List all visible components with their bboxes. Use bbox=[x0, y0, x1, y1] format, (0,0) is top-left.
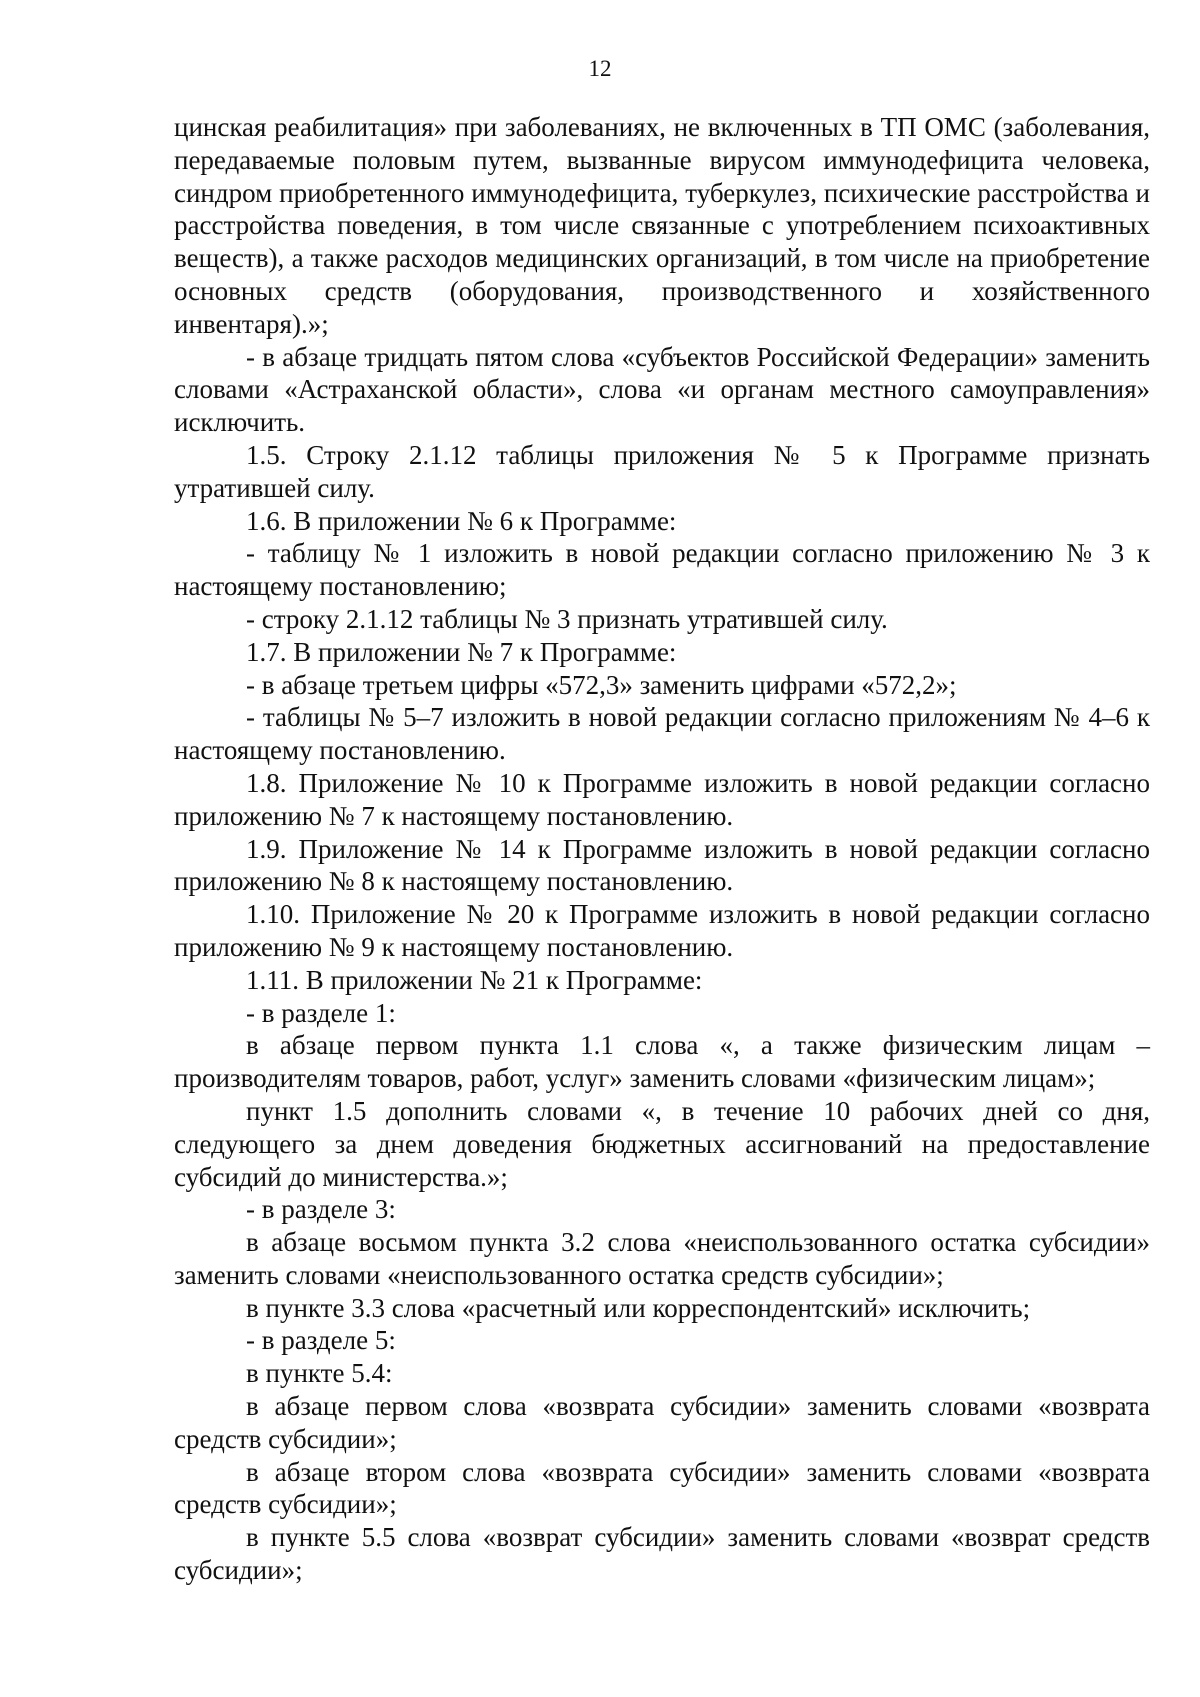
paragraph: - таблицу № 1 изложить в новой редакции согласно приложению № 3 к настоящему постановлению; bbox=[174, 538, 1150, 602]
paragraph: - строку 2.1.12 таблицы № 3 признать утратившей силу. bbox=[246, 603, 888, 634]
document-body bbox=[174, 111, 1150, 1587]
paragraph: в пункте 5.4: bbox=[246, 1358, 393, 1389]
paragraph: 1.9. Приложение № 14 к Программе изложить в новой редакции согласно приложению № 8 к настоящему постановлению. bbox=[174, 833, 1150, 897]
page-number: 12 bbox=[588, 56, 612, 81]
paragraph: в пункте 5.5 слова «возврат субсидии» заменить словами «возврат средств субсидии»; bbox=[174, 1522, 1150, 1586]
paragraph: - таблицы № 5–7 изложить в новой редакции согласно приложениям № 4–6 к настоящему постановлению. bbox=[174, 702, 1150, 766]
paragraph: в абзаце первом пункта 1.1 слова «, а также физическим лицам – производителям товаров, работ, услуг» заменить словами «физическим лицам»; bbox=[174, 1030, 1150, 1094]
paragraph: 1.6. В приложении № 6 к Программе: bbox=[246, 505, 677, 536]
paragraph: в пункте 3.3 слова «расчетный или корреспондентский» исключить; bbox=[246, 1292, 1031, 1323]
paragraph: в абзаце втором слова «возврата субсидии» заменить словами «возврата средств субсидии»; bbox=[174, 1456, 1150, 1520]
paragraph: цинская реабилитация» при заболеваниях, не включенных в ТП ОМС (заболевания, передаваемые половым путем, вызванные вирусом иммунодефицита человека, синдром приобретенного иммунодефицита, туберкулез, психические расстройства и расстройства поведения, в том числе связанные с употреблением психоактивных веществ), а также расходов медицинских организаций, в том числе на приобретение основных средств (оборудования, производственного и хозяйственного инвентаря).»; bbox=[174, 112, 1150, 339]
paragraph: 1.10. Приложение № 20 к Программе изложить в новой редакции согласно приложению № 9 к настоящему постановлению. bbox=[174, 899, 1150, 962]
paragraph: - в разделе 5: bbox=[246, 1325, 396, 1356]
paragraph: - в разделе 3: bbox=[246, 1194, 396, 1225]
paragraph: в абзаце первом слова «возврата субсидии» заменить словами «возврата средств субсидии»; bbox=[174, 1391, 1150, 1454]
paragraph: 1.5. Строку 2.1.12 таблицы приложения № 5 к Программе признать утратившей силу. bbox=[174, 439, 1150, 503]
paragraph: пункт 1.5 дополнить словами «, в течение 10 рабочих дней со дня, следующего за днем доведения бюджетных ассигнований на предоставление субсидий до министерства.»; bbox=[174, 1095, 1150, 1192]
paragraph: - в разделе 1: bbox=[246, 997, 396, 1028]
paragraph: - в абзаце третьем цифры «572,3» заменить цифрами «572,2»; bbox=[246, 669, 957, 700]
paragraph: 1.8. Приложение № 10 к Программе изложить в новой редакции согласно приложению № 7 к настоящему постановлению. bbox=[174, 767, 1150, 831]
paragraph: - в абзаце тридцать пятом слова «субъектов Российской Федерации» заменить словами «Астраханской области», слова «и органам местного самоуправления» исключить. bbox=[174, 341, 1150, 438]
paragraph: 1.11. В приложении № 21 к Программе: bbox=[246, 964, 703, 995]
paragraph: 1.7. В приложении № 7 к Программе: bbox=[246, 636, 677, 667]
paragraph: в абзаце восьмом пункта 3.2 слова «неиспользованного остатка субсидии» заменить словами «неиспользованного остатка средств субсидии»; bbox=[174, 1227, 1150, 1290]
